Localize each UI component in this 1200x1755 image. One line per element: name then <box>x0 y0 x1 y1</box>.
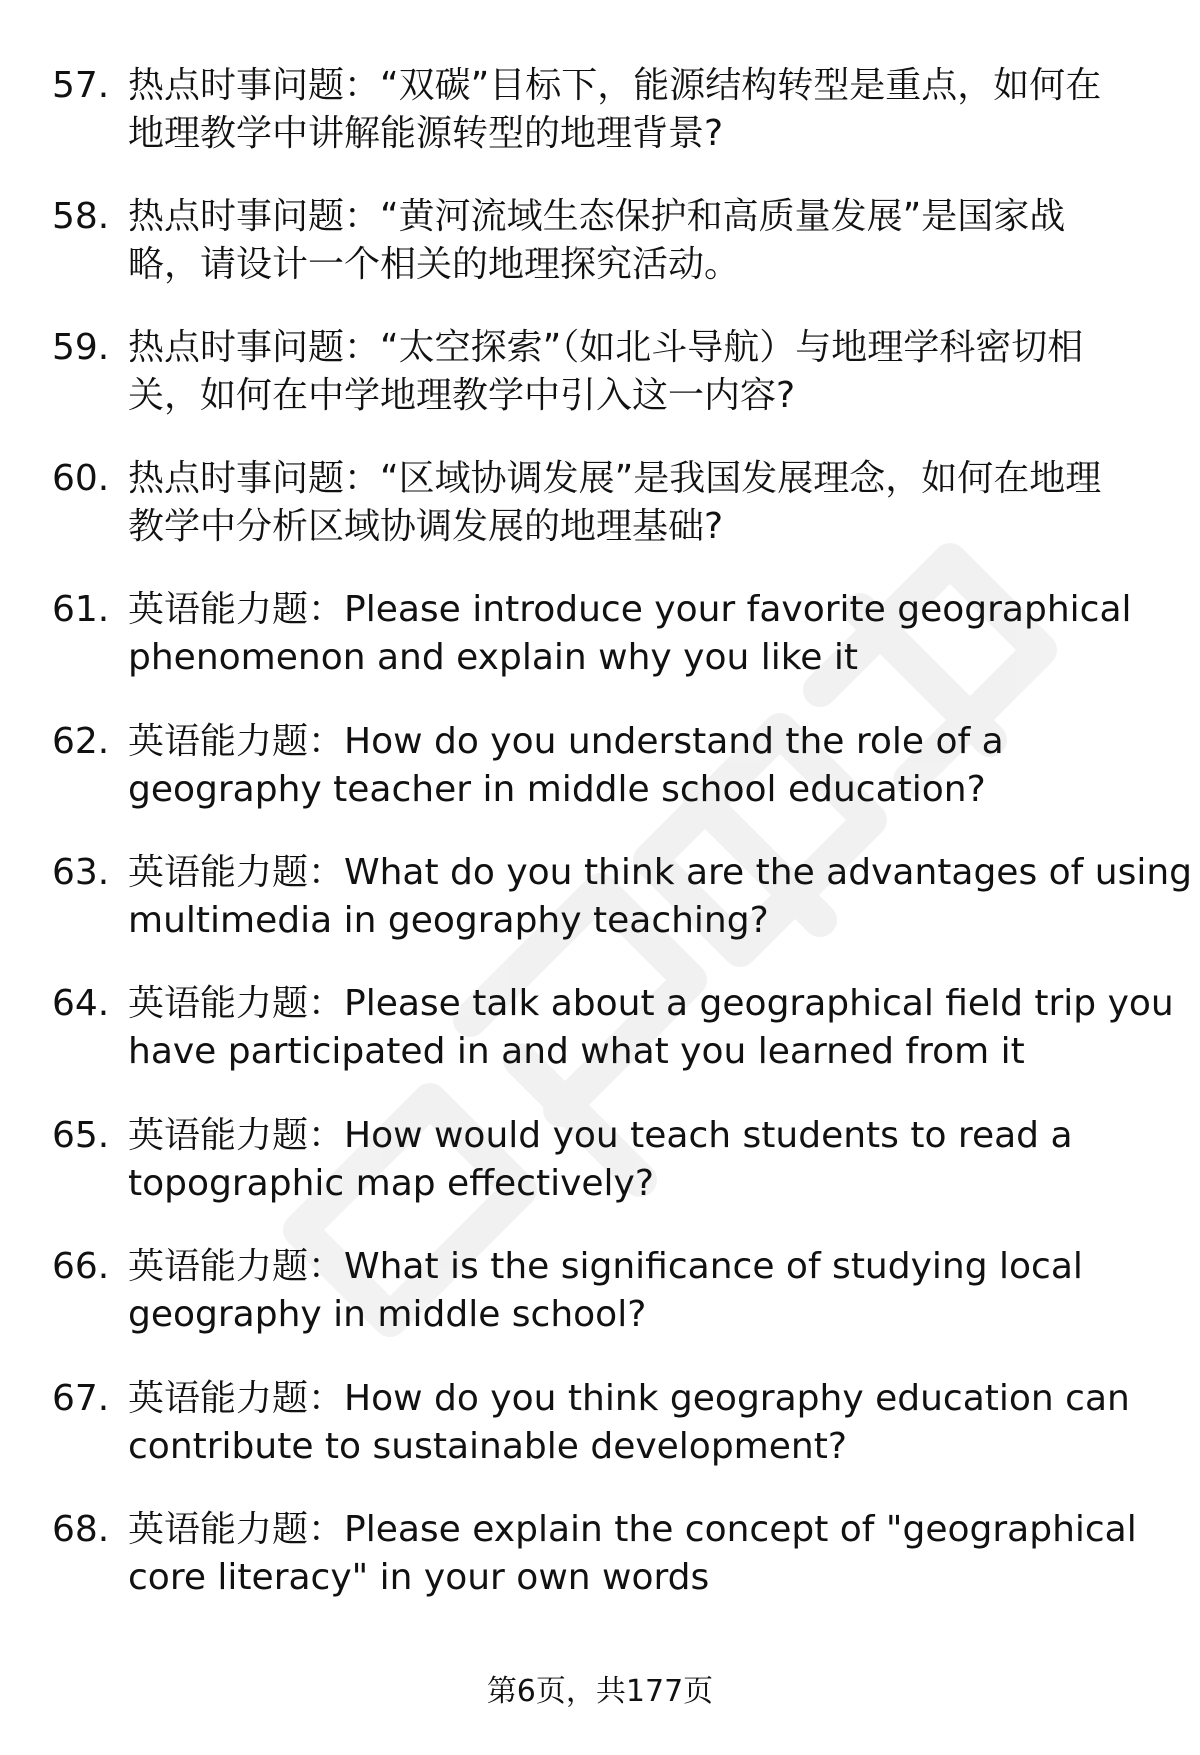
question-text <box>128 1243 1158 1339</box>
question-text <box>128 455 1158 551</box>
question-line: contribute to sustainable development? <box>128 1426 847 1467</box>
question-item <box>0 1112 1200 1222</box>
question-line: 英语能力题：What do you think are the advantages of using <box>128 852 1193 893</box>
question-number: 58. <box>52 196 110 237</box>
question-line: geography teacher in middle school education? <box>128 769 986 810</box>
question-line: have participated in and what you learned from it <box>128 1031 1025 1072</box>
question-item <box>0 455 1200 565</box>
question-line: 英语能力题：How would you teach students to read a <box>128 1115 1073 1156</box>
question-number: 60. <box>52 458 110 499</box>
question-number: 64. <box>52 983 110 1024</box>
page-footer: 第6页，共177页 <box>486 1674 714 1709</box>
question-text <box>128 193 1158 289</box>
question-item <box>0 1506 1200 1616</box>
question-text <box>128 980 1174 1076</box>
question-line: 英语能力题：What is the significance of studying local <box>128 1246 1083 1287</box>
question-item <box>0 849 1200 959</box>
question-line: geography in middle school? <box>128 1294 647 1335</box>
question-number: 59. <box>52 327 110 368</box>
question-item <box>0 1375 1200 1485</box>
question-item <box>0 1243 1200 1353</box>
question-item <box>0 62 1200 172</box>
question-line: 教学中分析区域协调发展的地理基础? <box>128 506 724 547</box>
question-text <box>128 62 1158 158</box>
question-number: 63. <box>52 852 110 893</box>
question-line: 关，如何在中学地理教学中引入这一内容? <box>128 375 796 416</box>
question-text <box>128 1506 1158 1602</box>
question-line: topographic map effectively? <box>128 1163 654 1204</box>
question-number: 62. <box>52 721 110 762</box>
question-line: 英语能力题：How do you think geography education can <box>128 1378 1130 1419</box>
question-number: 61. <box>52 589 110 630</box>
question-text <box>128 586 1158 682</box>
question-line: 英语能力题：Please introduce your favorite geographical <box>128 589 1132 630</box>
question-line: 英语能力题：How do you understand the role of a <box>128 721 1004 762</box>
question-line: core literacy" in your own words <box>128 1557 710 1598</box>
question-line: 略，请设计一个相关的地理探究活动。 <box>128 244 741 285</box>
question-line: 热点时事问题：“太空探索”（如北斗导航）与地理学科密切相 <box>128 327 1084 368</box>
question-line: 热点时事问题：“黄河流域生态保护和高质量发展”是国家战 <box>128 196 1066 237</box>
question-item <box>0 324 1200 434</box>
question-line: 热点时事问题：“双碳”目标下，能源结构转型是重点，如何在 <box>128 65 1102 106</box>
question-text <box>128 1375 1158 1471</box>
question-number: 57. <box>52 65 110 106</box>
question-line: 英语能力题：Please talk about a geographical field trip you <box>128 983 1174 1024</box>
question-line: 地理教学中讲解能源转型的地理背景? <box>128 113 724 154</box>
question-line: phenomenon and explain why you like it <box>128 637 859 678</box>
question-line: multimedia in geography teaching? <box>128 900 769 941</box>
question-text <box>128 324 1158 420</box>
question-item <box>0 193 1200 303</box>
question-text <box>128 849 1193 945</box>
question-item <box>0 980 1200 1090</box>
question-text <box>128 718 1158 814</box>
question-number: 68. <box>52 1509 110 1550</box>
question-line: 英语能力题：Please explain the concept of "geographical <box>128 1509 1137 1550</box>
question-line: 热点时事问题：“区域协调发展”是我国发展理念，如何在地理 <box>128 458 1102 499</box>
question-item <box>0 586 1200 696</box>
question-number: 66. <box>52 1246 110 1287</box>
question-item <box>0 718 1200 828</box>
question-number: 65. <box>52 1115 110 1156</box>
question-number: 67. <box>52 1378 110 1419</box>
question-text <box>128 1112 1158 1208</box>
